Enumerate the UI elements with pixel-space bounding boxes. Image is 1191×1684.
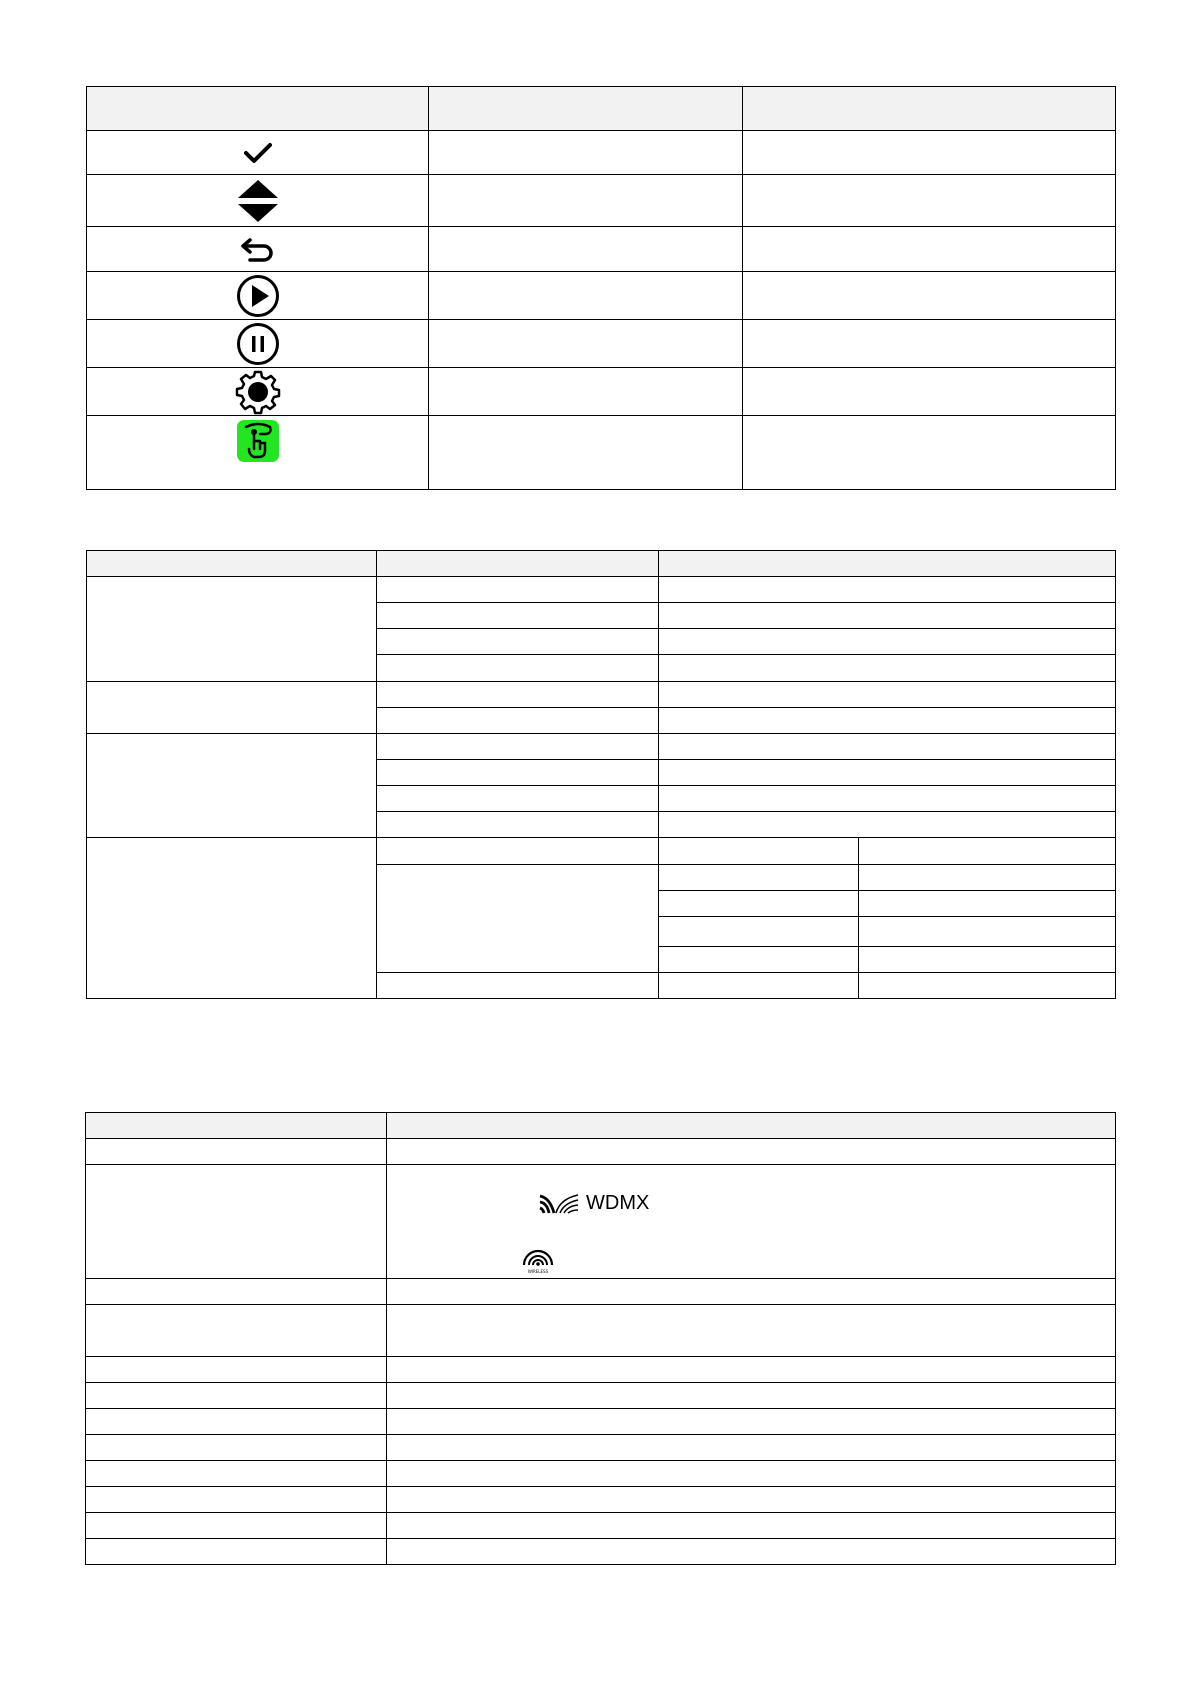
- table-row: [86, 1409, 1116, 1435]
- table-cell: [743, 320, 1116, 368]
- table-cell: [86, 1409, 387, 1435]
- table-cell: [659, 577, 1116, 603]
- table-cell: [86, 1279, 387, 1305]
- table-cell: [859, 973, 1116, 999]
- wireless-logo-icon: [521, 1245, 555, 1275]
- table-cell: [659, 812, 1116, 838]
- table-cell: [743, 416, 1116, 490]
- table-cell: [377, 577, 659, 603]
- table-cell: [387, 1409, 1116, 1435]
- table-cell: [659, 865, 859, 891]
- checkmark-icon: [243, 141, 273, 165]
- table-cell: [86, 1305, 387, 1357]
- table-row: [86, 1165, 1116, 1279]
- table-cell: [659, 917, 859, 947]
- icon-cell: [87, 272, 429, 320]
- table-cell: [659, 786, 1116, 812]
- table-row: [87, 227, 1116, 272]
- table-cell: [429, 368, 743, 416]
- table-cell: [429, 175, 743, 227]
- table-row: [86, 1279, 1116, 1305]
- table-cell: [387, 1513, 1116, 1539]
- table-cell: [86, 1383, 387, 1409]
- grouped-table-header: [87, 551, 1116, 577]
- icon-cell: [87, 227, 429, 272]
- table-cell: [659, 603, 1116, 629]
- table-cell: [86, 1139, 387, 1165]
- table-cell: [659, 629, 1116, 655]
- table-cell: [377, 734, 659, 760]
- group-cell: [87, 838, 377, 999]
- icon-cell: [87, 131, 429, 175]
- table-cell: [86, 1165, 387, 1279]
- table-cell: [86, 1461, 387, 1487]
- table-cell: [377, 708, 659, 734]
- logo-cell: [387, 1165, 1116, 1279]
- table-row: [86, 1461, 1116, 1487]
- table-cell: [86, 1487, 387, 1513]
- table-cell: [377, 838, 659, 865]
- table-cell: [659, 655, 1116, 682]
- table-cell: [859, 891, 1116, 917]
- table-row: [86, 1435, 1116, 1461]
- table-cell: [377, 655, 659, 682]
- table-cell: [659, 708, 1116, 734]
- header-cell: [87, 87, 429, 131]
- table-cell: [387, 1539, 1116, 1565]
- table-cell: [86, 1539, 387, 1565]
- table-cell: [377, 973, 659, 999]
- header-cell: [87, 551, 377, 577]
- group-cell: [87, 577, 377, 682]
- spec-table-header: [86, 1113, 1116, 1139]
- table-row: [86, 1139, 1116, 1165]
- table-cell: [387, 1305, 1116, 1357]
- table-row: [87, 272, 1116, 320]
- table-cell: [377, 682, 659, 708]
- table-cell: [429, 320, 743, 368]
- table-cell: [377, 629, 659, 655]
- table-row: [87, 416, 1116, 490]
- table-row: [87, 175, 1116, 227]
- header-cell: [86, 1113, 387, 1139]
- table-cell: [659, 973, 859, 999]
- header-cell: [659, 551, 1116, 577]
- touch-hand-icon: [236, 419, 280, 463]
- table-cell: [377, 603, 659, 629]
- table-row: [87, 838, 1116, 865]
- table-row: [87, 131, 1116, 175]
- table-row: [87, 320, 1116, 368]
- table-cell: [387, 1383, 1116, 1409]
- table-cell: [659, 734, 1116, 760]
- header-cell: [429, 87, 743, 131]
- spec-table: [85, 1112, 1116, 1565]
- table-cell: [743, 368, 1116, 416]
- table-cell: [743, 227, 1116, 272]
- table-cell: [86, 1513, 387, 1539]
- wireless-label: WIRELESS: [527, 1269, 549, 1274]
- table-cell: [659, 682, 1116, 708]
- table-row: [86, 1305, 1116, 1357]
- icon-cell: [87, 368, 429, 416]
- table-cell: [859, 838, 1116, 865]
- table-cell: [377, 812, 659, 838]
- table-row: [86, 1513, 1116, 1539]
- header-cell: [377, 551, 659, 577]
- table-cell: [387, 1461, 1116, 1487]
- wdmx-logo-icon: [538, 1193, 580, 1215]
- grouped-table: [86, 550, 1116, 999]
- table-cell: [387, 1487, 1116, 1513]
- icon-table-header: [87, 87, 1116, 131]
- table-cell: [429, 227, 743, 272]
- gear-icon: [235, 369, 281, 415]
- group-cell: [87, 734, 377, 838]
- table-cell: [387, 1139, 1116, 1165]
- table-cell: [429, 131, 743, 175]
- table-cell: [659, 838, 859, 865]
- table-row: [86, 1357, 1116, 1383]
- table-row: [87, 577, 1116, 603]
- table-cell: [387, 1279, 1116, 1305]
- table-cell: [86, 1357, 387, 1383]
- table-cell: [377, 865, 659, 973]
- table-cell: [859, 917, 1116, 947]
- table-cell: [743, 272, 1116, 320]
- icon-cell: [87, 416, 429, 490]
- icon-table: [86, 86, 1116, 490]
- table-cell: [743, 131, 1116, 175]
- table-cell: [659, 947, 859, 973]
- table-cell: [859, 865, 1116, 891]
- up-down-arrows-icon: [236, 178, 280, 224]
- table-cell: [377, 760, 659, 786]
- table-row: [86, 1487, 1116, 1513]
- table-row: [87, 734, 1116, 760]
- table-cell: [743, 175, 1116, 227]
- table-cell: [659, 891, 859, 917]
- table-cell: [377, 786, 659, 812]
- pause-circle-icon: [236, 322, 280, 366]
- wdmx-logo: [538, 1192, 649, 1215]
- icon-cell: [87, 320, 429, 368]
- table-row: [86, 1383, 1116, 1409]
- group-cell: [87, 682, 377, 734]
- header-cell: [743, 87, 1116, 131]
- wdmx-label: WDMX: [586, 1192, 650, 1214]
- table-cell: [429, 416, 743, 490]
- table-cell: [659, 760, 1116, 786]
- table-cell: [387, 1357, 1116, 1383]
- table-cell: [387, 1435, 1116, 1461]
- table-cell: [429, 272, 743, 320]
- table-row: [86, 1539, 1116, 1565]
- table-row: [87, 682, 1116, 708]
- return-arrow-icon: [238, 234, 278, 264]
- header-cell: [387, 1113, 1116, 1139]
- play-circle-icon: [236, 274, 280, 318]
- table-row: [87, 368, 1116, 416]
- table-cell: [859, 947, 1116, 973]
- table-cell: [86, 1435, 387, 1461]
- icon-cell: [87, 175, 429, 227]
